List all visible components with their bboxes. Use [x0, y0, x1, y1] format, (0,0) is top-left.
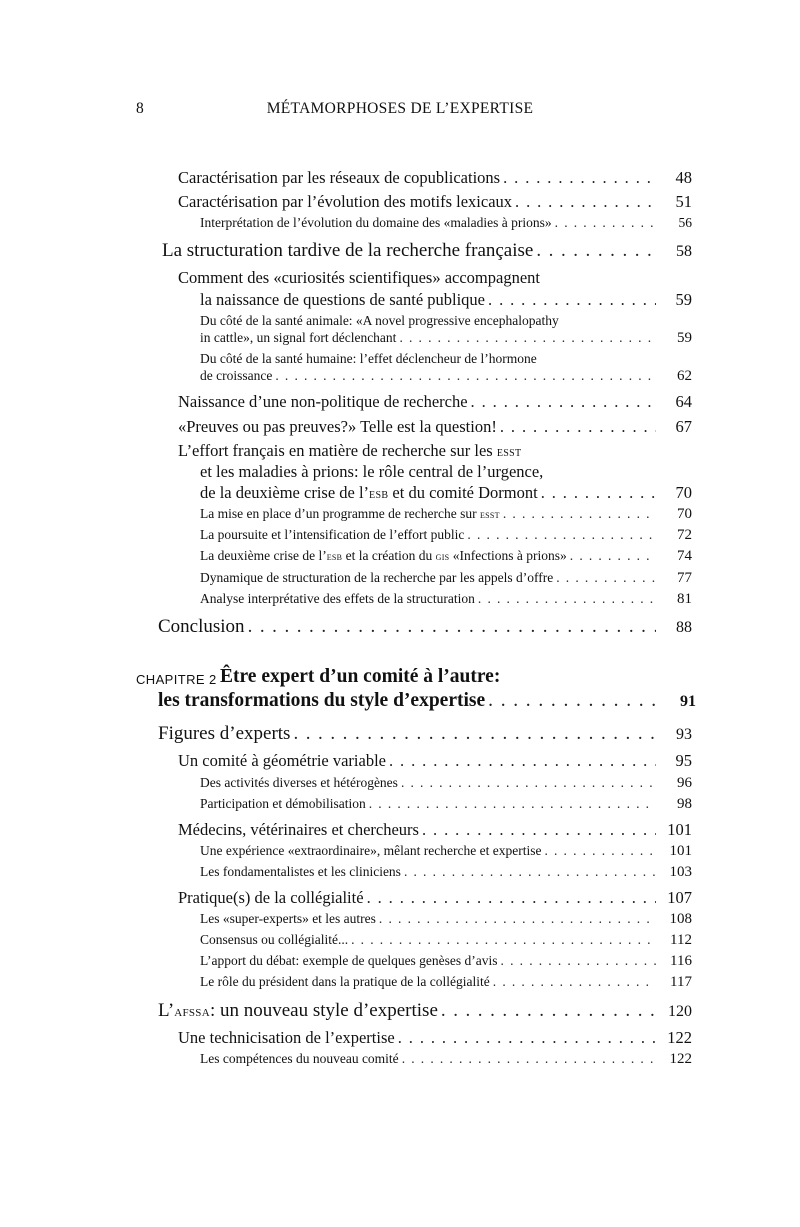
toc-page-number: 72 [677, 527, 692, 543]
toc-entry[interactable]: Participation et démobilisation . . . 98 [200, 796, 692, 813]
dot-leader [367, 888, 656, 908]
dot-leader [248, 616, 656, 638]
toc-entry[interactable]: Les fondamentalistes et les cliniciens . . . 103 [200, 864, 692, 881]
chapter-title-line: Être expert d’un comité à l’autre: [220, 666, 501, 687]
toc-page-number: 81 [677, 591, 692, 607]
dot-leader [293, 723, 656, 745]
toc-entry[interactable]: Médecins, vétérinaires et chercheurs . . . 101 [178, 820, 692, 840]
toc-page-number: 103 [669, 864, 692, 880]
toc-page-number: 93 [676, 726, 692, 743]
toc-page-number: 67 [675, 417, 692, 436]
toc-page-number: 98 [677, 796, 692, 812]
dot-leader [402, 1051, 656, 1067]
toc-entry[interactable]: Interprétation de l’évolution du domaine des «maladies à prions» . . . 56 [200, 215, 692, 231]
dot-leader [488, 690, 660, 712]
dot-leader [503, 506, 656, 522]
running-head [0, 100, 800, 122]
toc-entry[interactable]: Caractérisation par les réseaux de copublications . . . 48 [178, 168, 692, 188]
dot-leader [570, 548, 656, 564]
chapter-title-entry: les transformations du style d’expertise . . . 91 [158, 690, 696, 712]
dot-leader [500, 417, 656, 437]
dot-leader [275, 368, 656, 384]
toc-page-number: 95 [675, 751, 692, 770]
toc-entry-line: L’effort français en matière de recherche sur les esst [178, 441, 522, 460]
toc-page-number: 77 [677, 570, 692, 586]
toc-entry[interactable]: la naissance de questions de santé publique . . . 59 [200, 290, 692, 310]
dot-leader [478, 591, 656, 607]
toc-page-number: 112 [670, 932, 692, 948]
toc-page-number: 107 [667, 888, 692, 907]
toc-page-number: 117 [670, 974, 692, 990]
dot-leader [398, 1028, 656, 1048]
toc-entry[interactable]: Les compétences du nouveau comité . . . 122 [200, 1051, 692, 1068]
acronym: esst [496, 444, 522, 460]
chapter-label: CHAPITRE 2 [136, 672, 217, 687]
toc-page-number: 70 [677, 506, 692, 522]
page-number: 8 [136, 100, 144, 117]
dot-leader [404, 864, 656, 880]
toc-page-number: 88 [676, 619, 692, 636]
toc-entry[interactable]: Les «super-experts» et les autres . . . 108 [200, 911, 692, 928]
toc-entry[interactable]: Le rôle du président dans la pratique de la collégialité . . . 117 [200, 974, 692, 991]
toc-entry[interactable]: Une technicisation de l’expertise . . . 122 [178, 1028, 692, 1048]
dot-leader [556, 570, 656, 586]
toc-page-number: 101 [667, 820, 692, 839]
toc-entry[interactable]: Naissance d’une non-politique de recherche . . . 64 [178, 392, 692, 412]
toc-section-entry[interactable]: La structuration tardive de la recherche française . . . 58 [162, 240, 692, 262]
dot-leader [471, 392, 656, 412]
toc-entry[interactable]: Des activités diverses et hétérogènes . . . 96 [200, 775, 692, 792]
acronym: esb [369, 486, 389, 502]
dot-leader [379, 911, 656, 927]
dot-leader [401, 775, 656, 791]
acronym: esst [480, 508, 500, 521]
toc-page-number: 120 [668, 1003, 692, 1020]
toc-page-number: 58 [676, 243, 692, 260]
acronym: esb [326, 550, 343, 563]
toc-page-number: 122 [667, 1028, 692, 1047]
toc-entry[interactable]: in cattle», un signal fort déclenchant . . . 59 [200, 330, 692, 347]
toc-page-number: 101 [669, 843, 692, 859]
toc-page-number: 116 [670, 953, 692, 969]
dot-leader [555, 215, 656, 231]
running-title: MÉTAMORPHOSES DE L’EXPERTISE [266, 100, 534, 117]
toc-entry[interactable]: Un comité à géométrie variable . . . 95 [178, 751, 692, 771]
toc-entry[interactable]: Caractérisation par l’évolution des motifs lexicaux . . . 51 [178, 192, 692, 212]
toc-entry[interactable]: Une expérience «extraordinaire», mêlant recherche et expertise . . . 101 [200, 843, 692, 860]
acronym: gis [435, 550, 450, 563]
toc-entry[interactable]: «Preuves ou pas preuves?» Telle est la question! . . . 67 [178, 417, 692, 437]
toc-entry[interactable]: La poursuite et l’intensification de l’effort public . . . 72 [200, 527, 692, 544]
toc-entry-line: et les maladies à prions: le rôle central de l’urgence, [200, 462, 544, 481]
dot-leader [493, 974, 656, 990]
toc-page-number: 48 [675, 168, 692, 187]
dot-leader [422, 820, 656, 840]
dot-leader [399, 330, 656, 346]
dot-leader [389, 751, 656, 771]
dot-leader [503, 168, 656, 188]
toc-page-number: 59 [675, 290, 692, 309]
toc-section-entry[interactable]: Figures d’experts . . . 93 [158, 723, 692, 745]
toc-page-number: 108 [669, 911, 692, 927]
dot-leader [544, 843, 656, 859]
toc-page-number: 74 [677, 548, 692, 564]
toc-page-number: 96 [677, 775, 692, 791]
dot-leader [351, 932, 656, 948]
toc-entry[interactable]: L’apport du débat: exemple de quelques genèses d’avis . . . 116 [200, 953, 692, 970]
toc-page-number: 59 [677, 330, 692, 346]
dot-leader [501, 953, 656, 969]
dot-leader [441, 1000, 656, 1022]
dot-leader [515, 192, 656, 212]
dot-leader [536, 240, 656, 262]
acronym: afssa [174, 1001, 210, 1020]
toc-entry[interactable]: Pratique(s) de la collégialité . . . 107 [178, 888, 692, 908]
toc-entry[interactable]: Dynamique de structuration de la recherche par les appels d’offre . . . 77 [200, 570, 692, 587]
toc-page-number: 70 [675, 483, 692, 502]
toc-page-number: 51 [675, 192, 692, 211]
toc-page-number: 56 [678, 215, 692, 230]
toc-section-entry[interactable]: Conclusion . . . 88 [158, 616, 692, 638]
toc-section-entry[interactable]: L’afssa: un nouveau style d’expertise . . . 120 [158, 1000, 692, 1022]
toc-entry[interactable]: Analyse interprétative des effets de la structuration . . . 81 [200, 591, 692, 608]
toc-entry-line: Du côté de la santé humaine: l’effet déclencheur de l’hormone [200, 351, 537, 366]
toc-page-number: 122 [669, 1051, 692, 1067]
toc-entry[interactable]: Consensus ou collégialité... . . . 112 [200, 932, 692, 949]
toc-entry[interactable]: de la deuxième crise de l’esb et du comité Dormont . . . 70 [200, 483, 692, 503]
dot-leader [541, 483, 656, 503]
dot-leader [369, 796, 656, 812]
toc-entry[interactable]: La deuxième crise de l’esb et la création du gis «Infections à prions» . . . 74 [200, 548, 692, 565]
toc-page-number: 64 [675, 392, 692, 411]
toc-page-number: 62 [677, 368, 692, 384]
toc-entry[interactable]: de croissance . . . 62 [200, 368, 692, 385]
toc-entry-line: Comment des «curiosités scientifiques» accompagnent [178, 268, 540, 287]
toc-entry-line: Du côté de la santé animale: «A novel progressive encephalopathy [200, 313, 559, 328]
toc-entry[interactable]: La mise en place d’un programme de recherche sur esst . . . 70 [200, 506, 692, 523]
toc-page-number: 91 [680, 693, 696, 710]
dot-leader [467, 527, 656, 543]
dot-leader [488, 290, 656, 310]
